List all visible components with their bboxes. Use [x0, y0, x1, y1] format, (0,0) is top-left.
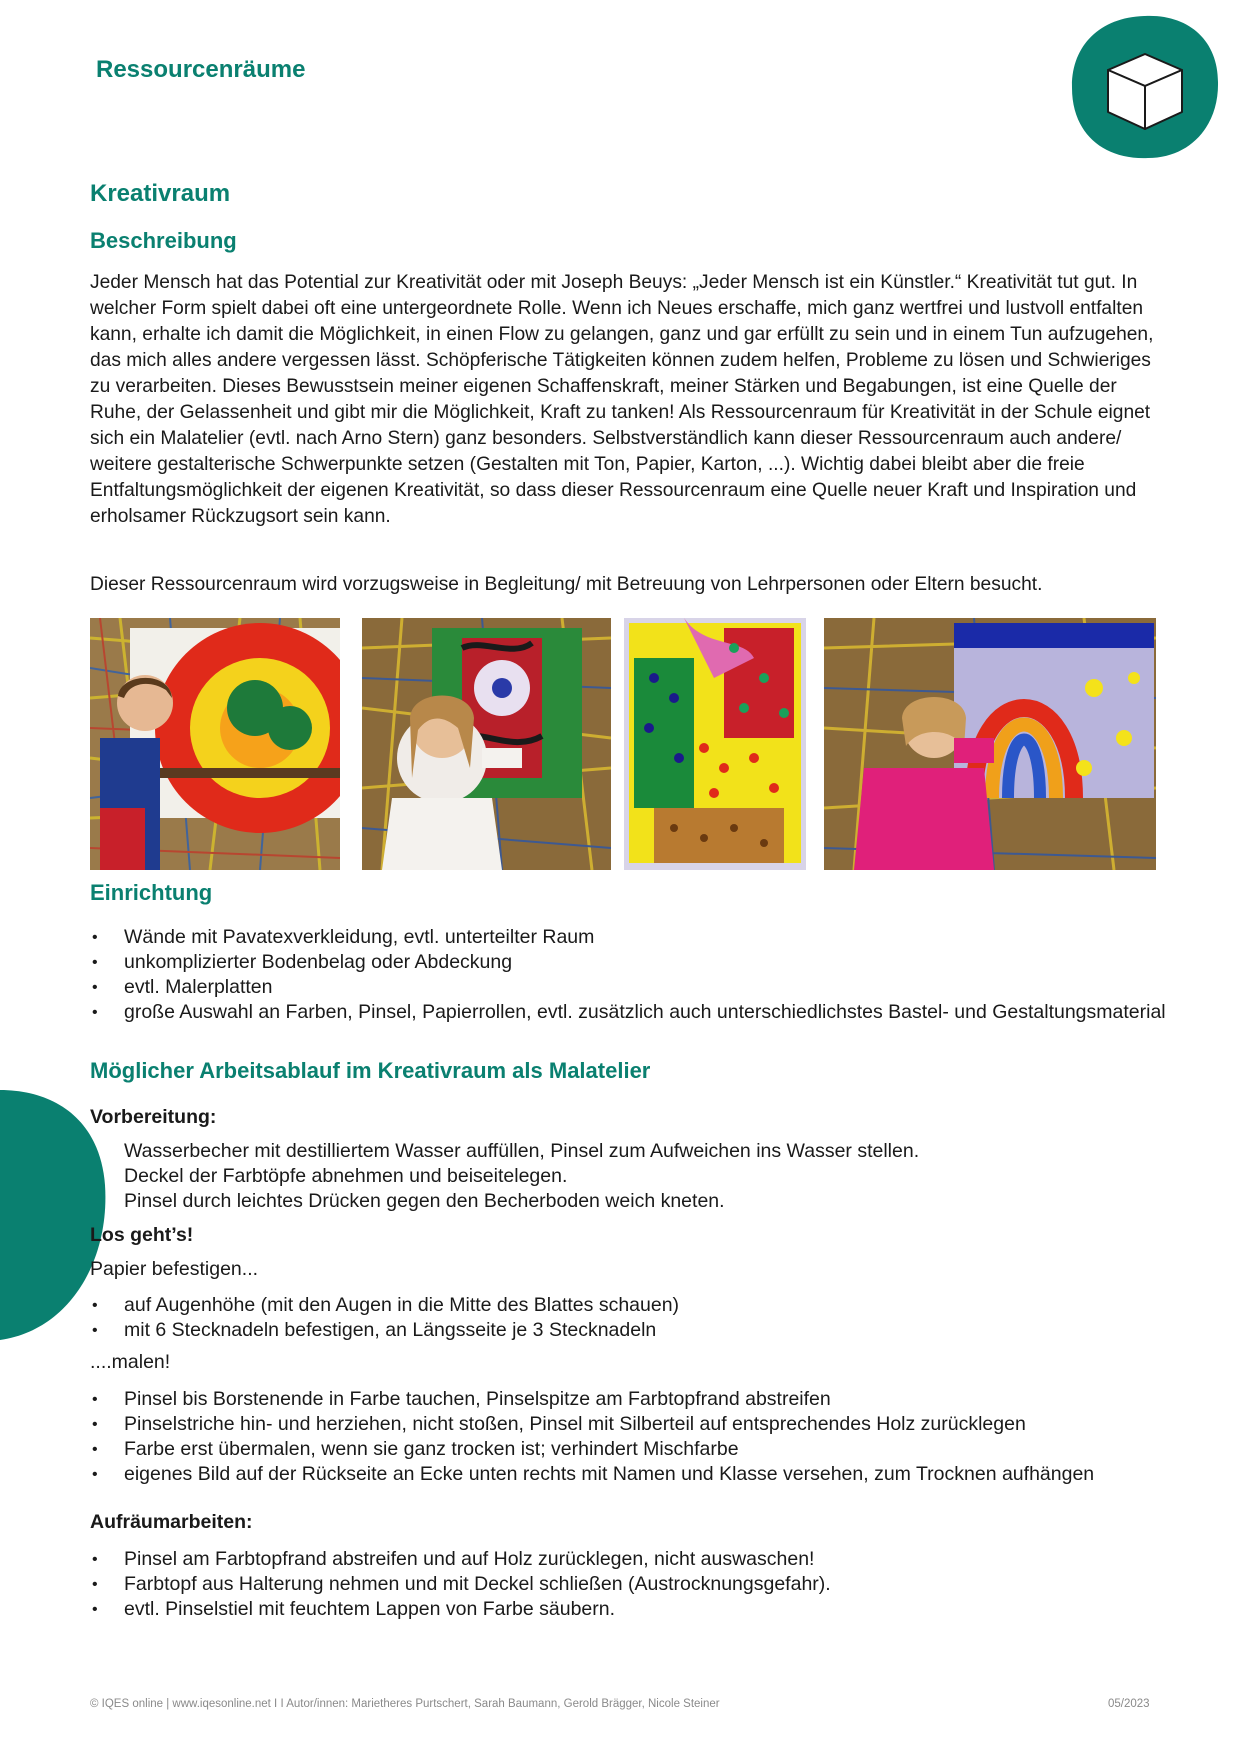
bullet: • [92, 1297, 98, 1314]
ablauf-heading: Möglicher Arbeitsablauf im Kreativraum als Malatelier [90, 1058, 651, 1083]
photo-colorful-painting [624, 618, 806, 870]
list-item: Pinsel durch leichtes Drücken gegen den Becherboden weich kneten. [124, 1190, 725, 1212]
papier-list [90, 1293, 1170, 1343]
einrichtung-list [90, 925, 1170, 1025]
bullet: • [92, 1322, 98, 1339]
bullet: • [92, 1441, 98, 1458]
bullet: • [92, 954, 98, 971]
photo-boy-painting-sun [90, 618, 340, 870]
list-item: • Farbe erst übermalen, wenn sie ganz trocken ist; verhindert Mischfarbe [92, 1438, 739, 1460]
list-item: • eigenes Bild auf der Rückseite an Ecke unten rechts mit Namen und Klasse versehen, zum Trocknen aufhängen [92, 1463, 1095, 1485]
bullet: • [92, 929, 98, 946]
los-gehts-label: Los geht’s! [90, 1224, 194, 1246]
vorbereitung-list [90, 1139, 1170, 1214]
bullet: • [92, 1391, 98, 1408]
bullet: • [92, 1576, 98, 1593]
footer-credits: © IQES online | www.iqesonline.net I I Autor/innen: Marietheres Purtschert, Sarah Baumann, Gerold Brägger, Nicole Steiner [90, 1698, 720, 1710]
aufraeumen-list [90, 1547, 1170, 1622]
header-title: Ressourcenräume [96, 56, 306, 83]
list-item: • unkomplizierter Bodenbelag oder Abdeckung [92, 951, 513, 973]
bullet: • [92, 1004, 98, 1021]
beschreibung-heading: Beschreibung [90, 228, 237, 253]
papier-text: Papier befestigen... [90, 1258, 259, 1280]
list-item: • mit 6 Stecknadeln befestigen, an Längsseite je 3 Stecknadeln [92, 1319, 657, 1341]
bullet: • [92, 1601, 98, 1618]
cube-icon [1070, 14, 1220, 160]
list-item: • Farbtopf aus Halterung nehmen und mit Deckel schließen (Austrocknungsgefahr). [92, 1573, 831, 1595]
bullet: • [92, 1416, 98, 1433]
beschreibung-paragraph-2: Dieser Ressourcenraum wird vorzugsweise in Begleitung/ mit Betreuung von Lehrpersonen oder Eltern besucht. [90, 574, 1043, 595]
section-title: Kreativraum [90, 180, 231, 207]
vorbereitung-label: Vorbereitung: [90, 1106, 217, 1128]
bullet: • [92, 1551, 98, 1568]
photo-girl-painting-flowers [362, 618, 611, 870]
list-item: • evtl. Malerplatten [92, 976, 273, 998]
list-item: • auf Augenhöhe (mit den Augen in die Mitte des Blattes schauen) [92, 1294, 680, 1316]
list-item: • Wände mit Pavatexverkleidung, evtl. unterteilter Raum [92, 926, 595, 948]
malen-list [90, 1387, 1170, 1487]
list-item: Deckel der Farbtöpfe abnehmen und beiseitelegen. [124, 1165, 568, 1187]
einrichtung-heading: Einrichtung [90, 880, 213, 905]
list-item: • evtl. Pinselstiel mit feuchtem Lappen von Farbe säubern. [92, 1598, 616, 1620]
list-item: • große Auswahl an Farben, Pinsel, Papierrollen, evtl. zusätzlich auch unterschiedlichstes Bastel- und Gestaltungsmaterial [92, 1001, 1166, 1023]
list-item: • Pinsel bis Borstenende in Farbe tauchen, Pinselspitze am Farbtopfrand abstreifen [92, 1388, 831, 1410]
footer-date: 05/2023 [1108, 1698, 1150, 1710]
malen-text: ....malen! [90, 1351, 171, 1373]
aufraeumen-label: Aufräumarbeiten: [90, 1511, 253, 1533]
list-item: • Pinselstriche hin- und herziehen, nicht stoßen, Pinsel mit Silberteil auf entsprechendes Holz zurücklegen [92, 1413, 1026, 1435]
list-item: • Pinsel am Farbtopfrand abstreifen und auf Holz zurücklegen, nicht auswaschen! [92, 1548, 815, 1570]
bullet: • [92, 979, 98, 996]
list-item: Wasserbecher mit destilliertem Wasser auffüllen, Pinsel zum Aufweichen ins Wasser stellen. [124, 1140, 920, 1162]
bullet: • [92, 1466, 98, 1483]
beschreibung-paragraph-1: Jeder Mensch hat das Potential zur Kreativität oder mit Joseph Beuys: „Jeder Mensch ist ein Künstler.“ Kreativität tut gut. In welcher Form spielt dabei oft eine untergeordnete Rolle. Wenn ich Neues erschaffe, mich ganz wertfrei und lustvoll entfalten kann, erhalte ich damit die Möglichkeit, in einen Flow zu gelangen, ganz und gar erfüllt zu sein und in einem Tun aufzugehen, das mich alles andere vergessen lässt. Schöpferische Tätigkeiten können zudem helfen, Probleme zu lösen und Schwieriges zu verarbeiten. Dieses Bewusstsein meiner eigenen Schaffenskraft, meiner Stärken und Begabungen, ist eine Quelle der Ruhe, der Gelassenheit und gibt mir die Möglichkeit, Kraft zu tanken! Als Ressourcenraum für Kreativität in der Schule eignet sich ein Malatelier (evtl. nach Arno Stern) ganz besonders. Selbstverständlich kann dieser Ressourcenraum auch andere/ weitere gestalterische Schwerpunkte setzen (Gestalten mit Ton, Papier, Karton, ...). Wichtig dabei bleibt aber die freie Entfaltungsmöglichkeit der eigenen Kreativität, so dass dieser Ressourcenraum eine Quelle neuer Kraft und Inspiration und erholsamer Rückzugsort sein kann. [90, 272, 1154, 527]
photo-girl-painting-rainbow [824, 618, 1156, 870]
